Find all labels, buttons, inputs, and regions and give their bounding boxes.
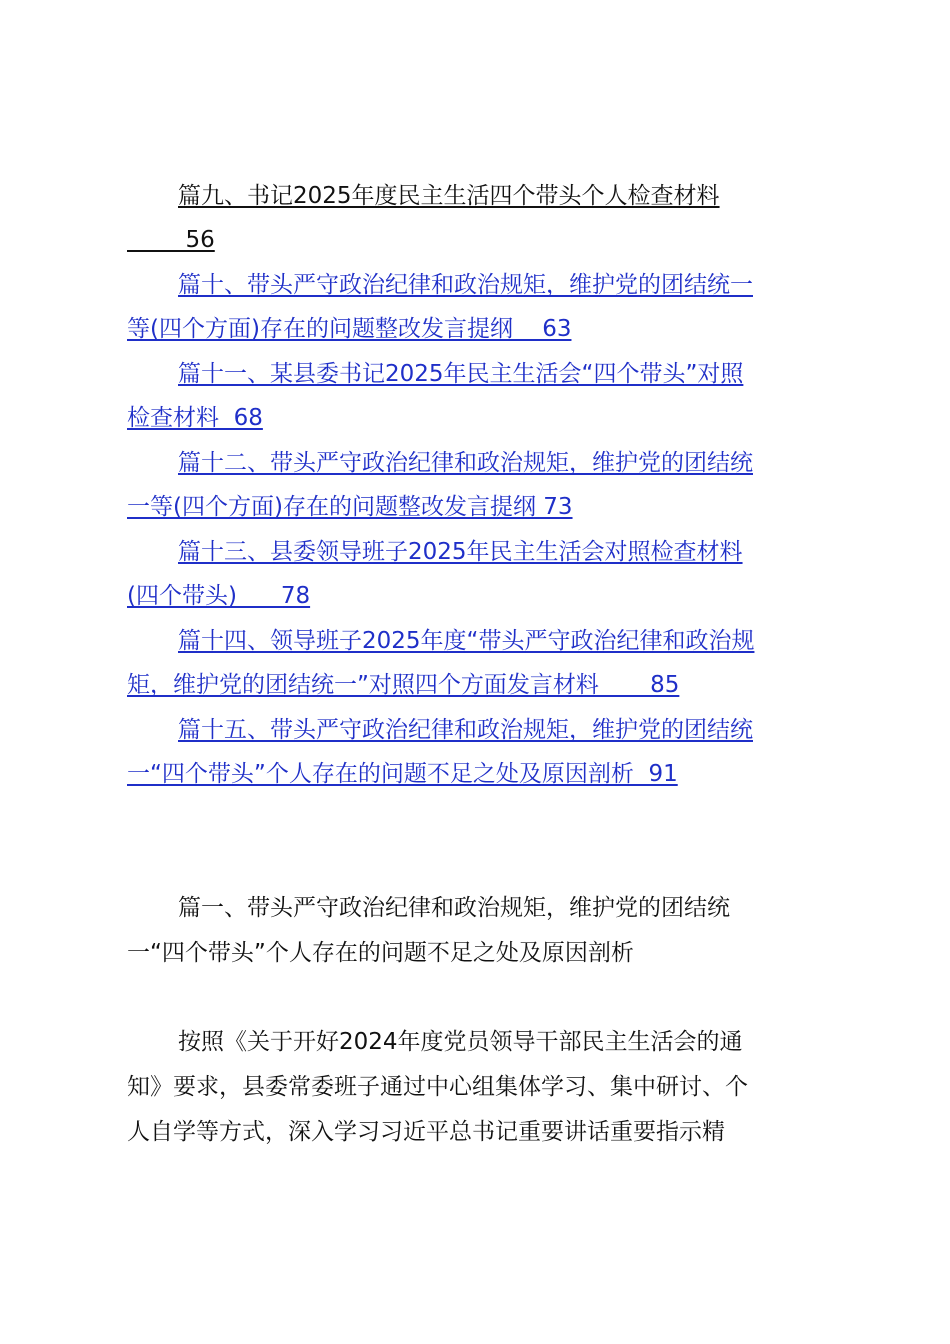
toc-entry-12[interactable] bbox=[127, 441, 827, 529]
toc-entry-title: 篇九、书记2025年度民主生活四个带头个人检查材料 bbox=[178, 183, 720, 209]
paragraph-line: 人自学等方式，深入学习习近平总书记重要讲话重要指示精 bbox=[127, 1119, 725, 1145]
toc-link-page[interactable]: 等(四个方面)存在的问题整改发言提纲 63 bbox=[127, 316, 572, 342]
toc-entry-11[interactable] bbox=[127, 352, 827, 440]
article-title bbox=[127, 886, 827, 976]
toc-entry-14[interactable] bbox=[127, 619, 827, 707]
paragraph-line: 知》要求，县委常委班子通过中心组集体学习、集中研讨、个 bbox=[127, 1074, 748, 1100]
toc-link-title[interactable]: 篇十一、某县委书记2025年民主生活会“四个带头”对照 bbox=[178, 361, 744, 387]
paragraph-line: 按照《关于开好2024年度党员领导干部民主生活会的通 bbox=[178, 1029, 743, 1055]
toc-link-title[interactable]: 篇十五、带头严守政治纪律和政治规矩，维护党的团结统 bbox=[178, 717, 753, 743]
toc-link-title[interactable]: 篇十三、县委领导班子2025年民主生活会对照检查材料 bbox=[178, 539, 743, 565]
toc-link-title[interactable]: 篇十四、领导班子2025年度“带头严守政治纪律和政治规 bbox=[178, 628, 755, 654]
toc-entry-13[interactable] bbox=[127, 530, 827, 618]
toc-entry-15[interactable] bbox=[127, 708, 827, 796]
toc-link-title[interactable]: 篇十、带头严守政治纪律和政治规矩，维护党的团结统一 bbox=[178, 272, 753, 298]
toc-entry-10[interactable] bbox=[127, 263, 827, 351]
toc-link-page[interactable]: 矩，维护党的团结统一”对照四个方面发言材料 85 bbox=[127, 672, 680, 698]
article-title-line: 一“四个带头”个人存在的问题不足之处及原因剖析 bbox=[127, 940, 634, 966]
toc-link-page[interactable]: 一“四个带头”个人存在的问题不足之处及原因剖析 91 bbox=[127, 761, 678, 787]
toc-link-page[interactable]: 一等(四个方面)存在的问题整改发言提纲 73 bbox=[127, 494, 573, 520]
toc-link-title[interactable]: 篇十二、带头严守政治纪律和政治规矩，维护党的团结统 bbox=[178, 450, 753, 476]
toc-entry-9[interactable] bbox=[127, 174, 827, 262]
toc-link-page[interactable]: 检查材料 68 bbox=[127, 405, 263, 431]
article-paragraph bbox=[127, 1020, 827, 1155]
toc-link-page[interactable]: (四个带头) 78 bbox=[127, 583, 311, 609]
article-title-line: 篇一、带头严守政治纪律和政治规矩，维护党的团结统 bbox=[178, 895, 730, 921]
toc-entry-page: 56 bbox=[127, 227, 215, 253]
